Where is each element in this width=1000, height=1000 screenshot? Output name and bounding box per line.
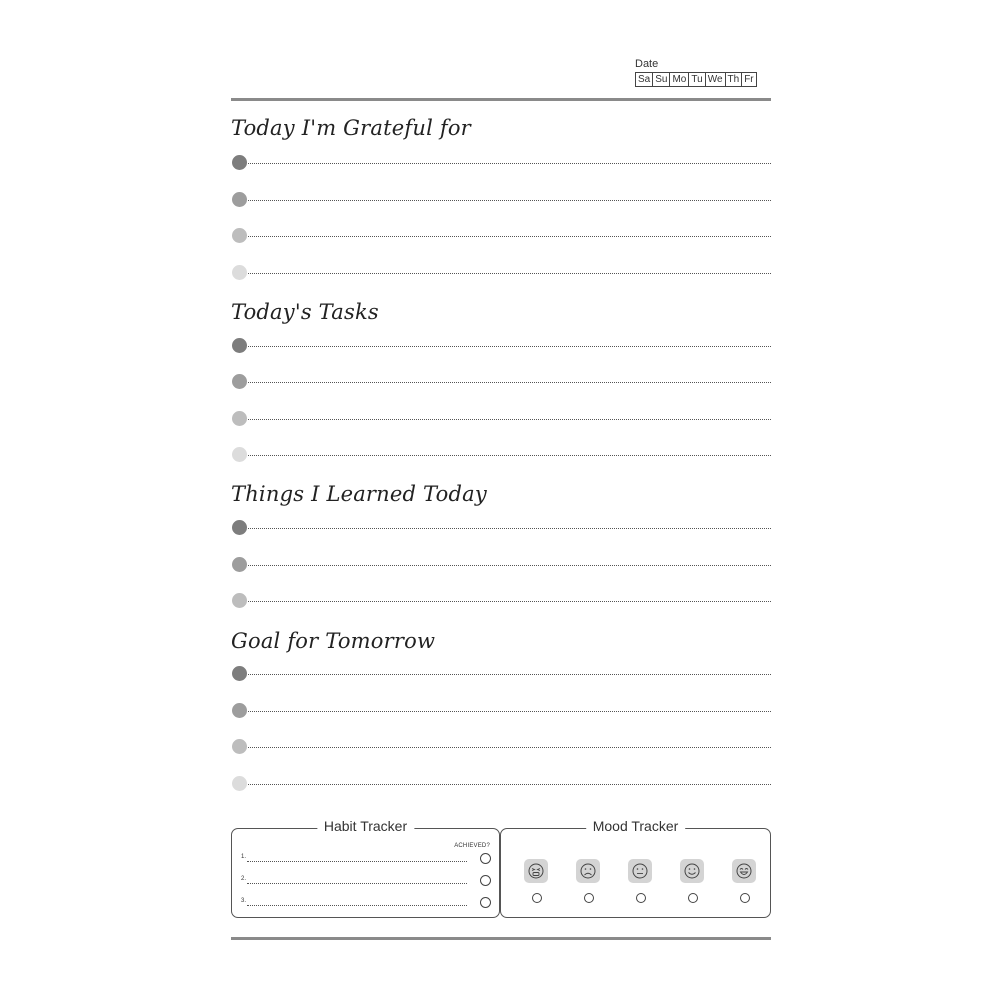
- bullet-icon: [232, 192, 247, 207]
- goal-line[interactable]: [231, 703, 771, 719]
- habit-row[interactable]: [241, 876, 491, 888]
- learned-line[interactable]: [231, 520, 771, 536]
- bullet-icon: [232, 593, 247, 608]
- day-su[interactable]: Su: [653, 73, 670, 86]
- goal-line[interactable]: [231, 776, 771, 792]
- bullet-icon: [232, 411, 247, 426]
- day-th[interactable]: Th: [726, 73, 743, 86]
- planner-page: [231, 0, 771, 1000]
- habit-row[interactable]: [241, 854, 491, 866]
- achieved-label: ACHIEVED?: [454, 843, 490, 849]
- top-divider: [231, 98, 771, 101]
- habit-achieved-checkbox[interactable]: [480, 897, 491, 908]
- day-we[interactable]: We: [706, 73, 726, 86]
- task-line[interactable]: [231, 338, 771, 354]
- neutral-face-icon: [628, 859, 652, 883]
- section-title-grateful: Today I'm Grateful for: [231, 116, 471, 140]
- bullet-icon: [232, 338, 247, 353]
- bullet-icon: [232, 447, 247, 462]
- habit-row[interactable]: [241, 898, 491, 910]
- day-sa[interactable]: Sa: [636, 73, 653, 86]
- sad-face-icon: [576, 859, 600, 883]
- tired-face-icon: [524, 859, 548, 883]
- grateful-line[interactable]: [231, 265, 771, 281]
- mood-option[interactable]: [524, 859, 550, 903]
- mood-option[interactable]: [680, 859, 706, 903]
- day-tu[interactable]: Tu: [689, 73, 705, 86]
- day-mo[interactable]: Mo: [670, 73, 689, 86]
- mood-tracker: [500, 818, 771, 918]
- date-block: [635, 58, 757, 87]
- day-selector: [635, 72, 757, 87]
- bullet-icon: [232, 520, 247, 535]
- section-title-learned: Things I Learned Today: [231, 482, 487, 506]
- bullet-icon: [232, 739, 247, 754]
- habit-number: 1.: [241, 854, 247, 860]
- bullet-icon: [232, 155, 247, 170]
- bullet-icon: [232, 557, 247, 572]
- learned-line[interactable]: [231, 557, 771, 573]
- mood-tracker-title: Mood Tracker: [586, 818, 686, 834]
- laughing-face-icon: [732, 859, 756, 883]
- task-line[interactable]: [231, 411, 771, 427]
- grateful-line[interactable]: [231, 155, 771, 171]
- day-fr[interactable]: Fr: [744, 74, 754, 85]
- mood-radio[interactable]: [740, 893, 750, 903]
- habit-achieved-checkbox[interactable]: [480, 853, 491, 864]
- habit-achieved-checkbox[interactable]: [480, 875, 491, 886]
- mood-option[interactable]: [576, 859, 602, 903]
- grateful-line[interactable]: [231, 192, 771, 208]
- task-line[interactable]: [231, 447, 771, 463]
- bullet-icon: [232, 776, 247, 791]
- habit-number: 3.: [241, 898, 247, 904]
- bottom-divider: [231, 937, 771, 940]
- bullet-icon: [232, 666, 247, 681]
- task-line[interactable]: [231, 374, 771, 390]
- mood-radio[interactable]: [636, 893, 646, 903]
- grateful-line[interactable]: [231, 228, 771, 244]
- habit-number: 2.: [241, 876, 247, 882]
- bullet-icon: [232, 703, 247, 718]
- date-label: Date: [635, 58, 659, 70]
- mood-radio[interactable]: [688, 893, 698, 903]
- mood-option[interactable]: [732, 859, 758, 903]
- learned-line[interactable]: [231, 593, 771, 609]
- goal-line[interactable]: [231, 666, 771, 682]
- bullet-icon: [232, 265, 247, 280]
- smile-face-icon: [680, 859, 704, 883]
- habit-tracker-title: Habit Tracker: [317, 818, 414, 834]
- section-title-goal: Goal for Tomorrow: [231, 629, 436, 653]
- mood-radio[interactable]: [584, 893, 594, 903]
- mood-option[interactable]: [628, 859, 654, 903]
- bullet-icon: [232, 228, 247, 243]
- goal-line[interactable]: [231, 739, 771, 755]
- mood-radio[interactable]: [532, 893, 542, 903]
- bullet-icon: [232, 374, 247, 389]
- habit-tracker: [231, 818, 500, 918]
- section-title-tasks: Today's Tasks: [231, 300, 379, 324]
